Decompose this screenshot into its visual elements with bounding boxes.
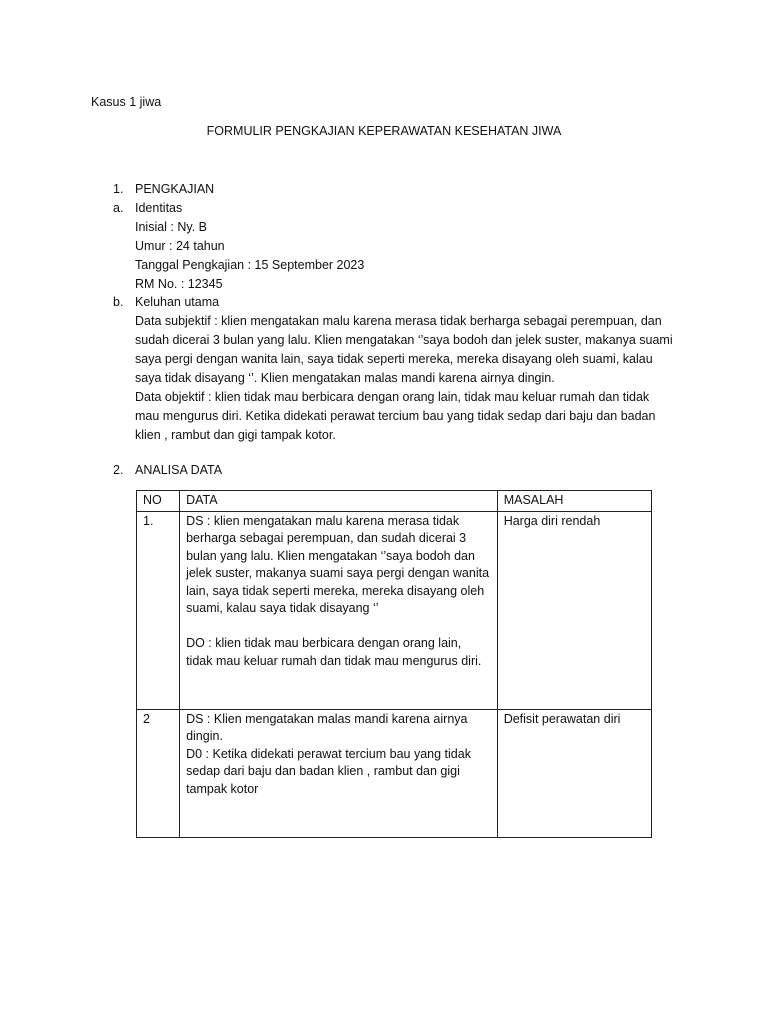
- section-1-number: 1.: [113, 182, 124, 196]
- identity-initial: Inisial : Ny. B: [135, 220, 208, 234]
- complaint-heading: Keluhan utama: [135, 295, 220, 309]
- subjective-data: Data subjektif : klien mengatakan malu karena merasa tidak berharga sebagai perempuan, dan sudah dicerai 3 bulan yang lalu. Klien mengatakan ‘’saya bodoh dan jelek suster, makanya suami saya pergi dengan wanita lain, saya tidak seperti mereka, mereka disayang oleh suami, kalau saya tidak disayang ‘’. Klien mengatakan malas mandi karena airnya dingin.: [135, 314, 673, 385]
- table-row: [137, 709, 652, 837]
- header-problem: MASALAH: [497, 491, 651, 512]
- identity-age: Umur : 24 tahun: [135, 239, 225, 253]
- row-data: DS : Klien mengatakan malas mandi karena airnya dingin. D0 : Ketika didekati perawat tercium bau yang tidak sedap dari baju dan badan klien , rambut dan gigi tampak kotor: [180, 709, 498, 837]
- section-1-heading: [113, 180, 214, 199]
- header-data: DATA: [180, 491, 498, 512]
- identity-block: [113, 199, 673, 294]
- header-no: NO: [137, 491, 180, 512]
- case-title: Kasus 1 jiwa: [91, 95, 162, 109]
- objective-data: Data objektif : klien tidak mau berbicara dengan orang lain, tidak mau keluar rumah dan tidak mau mengurus diri. Ketika didekati perawat tercium bau yang tidak sedap dari baju dan badan klien , rambut dan gigi tampak kotor.: [135, 390, 656, 442]
- identity-rm-number: RM No. : 12345: [135, 277, 223, 291]
- row-number: 2: [137, 709, 180, 837]
- identity-heading: Identitas: [135, 201, 183, 215]
- row-problem: Defisit perawatan diri: [497, 709, 651, 837]
- row-number: 1.: [137, 511, 180, 709]
- section-2-heading: [113, 461, 222, 480]
- analysis-table: [136, 490, 652, 838]
- identity-assessment-date: Tanggal Pengkajian : 15 September 2023: [135, 258, 365, 272]
- row-problem: Harga diri rendah: [497, 511, 651, 709]
- form-title: FORMULIR PENGKAJIAN KEPERAWATAN KESEHATAN JIWA: [206, 124, 562, 138]
- complaint-marker: b.: [113, 295, 124, 309]
- row-data: DS : klien mengatakan malu karena merasa tidak berharga sebagai perempuan, dan sudah dicerai 3 bulan yang lalu. Klien mengatakan ‘’saya bodoh dan jelek suster, makanya suami saya pergi dengan wanita lain, saya tidak seperti mereka, mereka disayang oleh suami, kalau saya tidak disayang ‘’ DO : klien tidak mau berbicara dengan orang lain, tidak mau keluar rumah dan tidak mau mengurus diri.: [180, 511, 498, 709]
- table-row: [137, 511, 652, 709]
- complaint-block: [113, 293, 673, 445]
- section-2-title: ANALISA DATA: [135, 463, 223, 477]
- identity-marker: a.: [113, 201, 124, 215]
- section-1-title: PENGKAJIAN: [135, 182, 215, 196]
- section-2-number: 2.: [113, 463, 124, 477]
- table-header-row: [137, 491, 652, 512]
